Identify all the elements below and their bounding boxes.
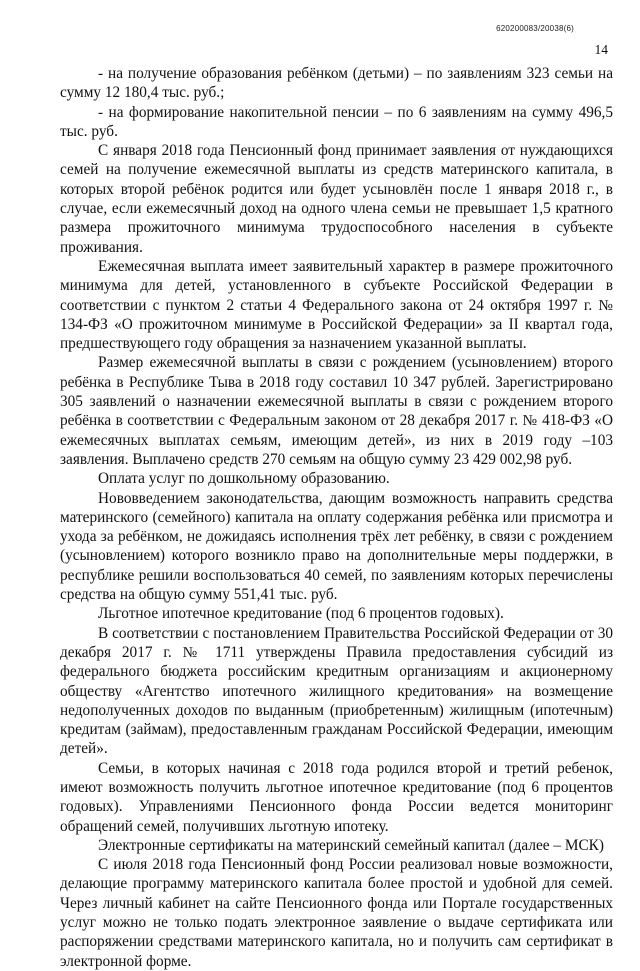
paragraph-mortgage-heading: Льготное ипотечное кредитование (под 6 процентов годовых). (98, 605, 504, 623)
paragraph-electronic-certificates-details: С июля 2018 года Пенсионный фонд России реализовал новые возможности, делающие программу материнского капитала более простой и удобной для семей. Через личный кабинет на сайте Пенсионного фонда или Портале государственных услуг можно не только подать электронное заявление о выдаче сертификата или распоряжении средствами материнского капитала, но и получить сам сертификат в электронной форме. (60, 856, 613, 970)
paragraph-pension: - на формирование накопительной пенсии – по 6 заявлениям на сумму 496,5 тыс. руб. (60, 103, 613, 140)
page-number: 14 (594, 42, 608, 57)
paragraph-monthly-payment-amount: Размер ежемесячной выплаты в связи с рождением (усыновлением) второго ребёнка в Республике Тыва в 2018 году составил 10 347 рублей. Зарегистрировано 305 заявлений о назначении ежемесячной выплаты в связи с рождением второго ребёнка в соответствии с Федеральным законом от 28 декабря 2017 г. № 418-ФЗ «О ежемесячных выплатах семьям, имеющим детей», из них в 2019 году –103 заявления. Выплачено средств 270 семьям на общую сумму 23 429 002,98 руб. (60, 354, 613, 468)
paragraph-mortgage-regulation: В соответствии с постановлением Правительства Российской Федерации от 30 декабря 2017 г. № 1711 утверждены Правила предоставления субсидий из федерального бюджета российским кредитным организациям и акционерному обществу «Агентство ипотечного жилищного кредитования» на возмещение недополученных доходов по выданным (приобретенным) жилищным (ипотечным) кредитам (займам), предоставленным гражданам Российской Федерации, имеющим детей». (60, 624, 613, 758)
paragraph-preschool-heading: Оплата услуг по дошкольному образованию. (98, 470, 390, 488)
paragraph-monthly-payment-nature: Ежемесячная выплата имеет заявительный характер в размере прожиточного минимума для детей, установленного в субъекте Российской Федерации в соответствии с пунктом 2 статьи 4 Федерального закона от 24 октября 1997 г. № 134-ФЗ «О прожиточном минимуме в Российской Федерации» за II квартал года, предшествующего году обращения за назначением указанной выплаты. (60, 257, 613, 353)
paragraph-education: - на получение образования ребёнком (детьми) – по заявлениям 323 семьи на сумму 12 180,4 тыс. руб.; (60, 65, 613, 102)
paragraph-monthly-payment-intro: С января 2018 года Пенсионный фонд принимает заявления от нуждающихся семей на получение ежемесячной выплаты из средств материнского капитала, в которых второй ребёнок родится или будет усыновлён после 1 января 2018 г., в случае, если ежемесячный доход на одного члена семьи не превышает 1,5 кратного размера прожиточного минимума трудоспособного населения в субъекте проживания. (60, 142, 613, 256)
paragraph-preschool-details: Нововведением законодательства, дающим возможность направить средства материнского (семейного) капитала на оплату содержания ребёнка или присмотра и ухода за ребёнком, не дожидаясь исполнения трёх лет ребёнку, в связи с рождением (усыновлением) которого возникло право на дополнительные меры поддержки, в республике решили воспользоваться 40 семей, по заявлениям которых перечислены средства на общую сумму 551,41 тыс. руб. (60, 489, 613, 604)
paragraph-electronic-certificates-heading: Электронные сертификаты на материнский семейный капитал (далее – МСК) (98, 836, 604, 854)
document-body (60, 64, 613, 971)
paragraph-mortgage-families: Семьи, в которых начиная с 2018 года родился второй и третий ребенок, имеют возможность получить льготное ипотечное кредитование (под 6 процентов годовых). Управлениями Пенсионного фонда России ведется мониторинг обращений семей, получивших льготную ипотеку. (60, 759, 613, 835)
document-id-code: 620200083/20038(6) (496, 24, 574, 33)
